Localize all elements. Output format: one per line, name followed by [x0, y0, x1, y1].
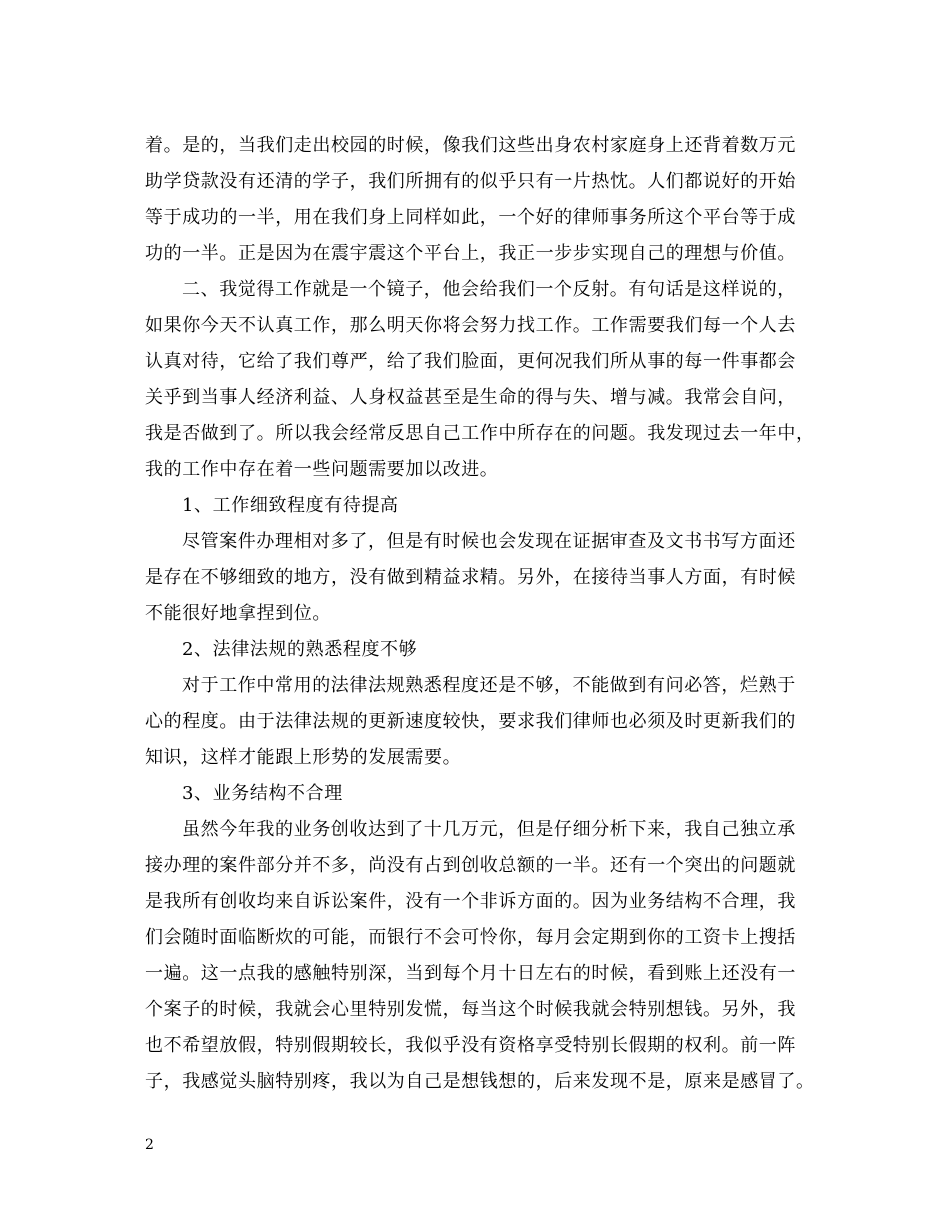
- text-line: 我的工作中存在着一些问题需要加以改进。: [145, 459, 499, 480]
- text-line: 子，我感觉头脑特别疼，我以为自己是想钱想的，后来发现不是，原来是感冒了。: [145, 1071, 815, 1092]
- text-line: 个案子的时候，我就会心里特别发慌，每当这个时候我就会特别想钱。另外，我: [145, 999, 796, 1020]
- text-line: 一遍。这一点我的感触特别深，当到每个月十日左右的时候，看到账上还没有一: [145, 963, 796, 984]
- text-line: 助学贷款没有还清的学子，我们所拥有的似乎只有一片热忱。人们都说好的开始: [145, 171, 796, 192]
- text-line: 虽然今年我的业务创收达到了十几万元，但是仔细分析下来，我自己独立承: [182, 819, 796, 840]
- section-heading: 3、业务结构不合理: [182, 783, 343, 804]
- text-line: 功的一半。正是因为在震宇震这个平台上，我正一步步实现自己的理想与价值。: [145, 243, 796, 264]
- text-line: 二、我觉得工作就是一个镜子，他会给我们一个反射。有句话是这样说的，: [182, 279, 796, 300]
- page-number: 2: [145, 1137, 154, 1153]
- section-heading: 2、法律法规的熟悉程度不够: [182, 639, 418, 660]
- text-line: 着。是的，当我们走出校园的时候，像我们这些出身农村家庭身上还背着数万元: [145, 135, 796, 156]
- text-line: 对于工作中常用的法律法规熟悉程度还是不够，不能做到有问必答，烂熟于: [182, 675, 796, 696]
- text-line: 我是否做到了。所以我会经常反思自己工作中所存在的问题。我发现过去一年中，: [145, 423, 815, 444]
- text-line: 如果你今天不认真工作，那么明天你将会努力找工作。工作需要我们每一个人去: [145, 315, 796, 336]
- text-line: 知识，这样才能跟上形势的发展需要。: [145, 747, 462, 768]
- text-line: 也不希望放假，特别假期较长，我似乎没有资格享受特别长假期的权利。前一阵: [145, 1035, 796, 1056]
- text-line: 尽管案件办理相对多了，但是有时候也会发现在证据审查及文书书写方面还: [182, 531, 796, 552]
- text-line: 关乎到当事人经济利益、人身权益甚至是生命的得与失、增与减。我常会自问，: [145, 387, 796, 408]
- text-line: 是我所有创收均来自诉讼案件，没有一个非诉方面的。因为业务结构不合理，我: [145, 891, 796, 912]
- section-heading: 1、工作细致程度有待提高: [182, 495, 399, 516]
- text-line: 不能很好地拿捏到位。: [145, 603, 331, 624]
- text-line: 等于成功的一半，用在我们身上同样如此，一个好的律师事务所这个平台等于成: [145, 207, 796, 228]
- text-line: 接办理的案件部分并不多，尚没有占到创收总额的一半。还有一个突出的问题就: [145, 855, 796, 876]
- text-line: 心的程度。由于法律法规的更新速度较快，要求我们律师也必须及时更新我们的: [145, 711, 796, 732]
- text-line: 认真对待，它给了我们尊严，给了我们脸面，更何况我们所从事的每一件事都会: [145, 351, 796, 372]
- text-line: 是存在不够细致的地方，没有做到精益求精。另外，在接待当事人方面，有时候: [145, 567, 796, 588]
- text-line: 们会随时面临断炊的可能，而银行不会可怜你，每月会定期到你的工资卡上搜括: [145, 927, 796, 948]
- document-body: [145, 128, 815, 1100]
